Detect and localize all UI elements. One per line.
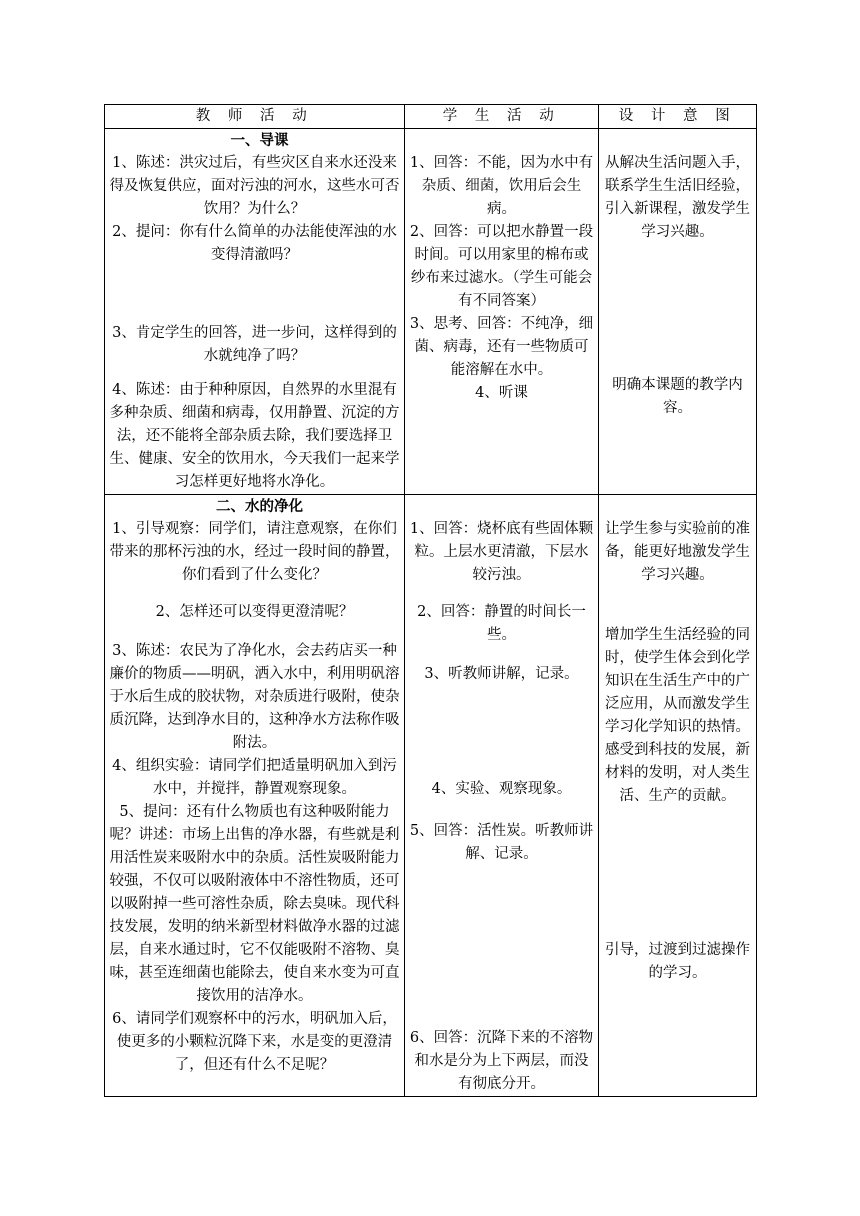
intro-student-item-3: 3、思考、回答：不纯净，细菌、病毒，还有一些物质可能溶解在水中。 [409, 316, 594, 378]
purify-teacher-item-3: 3、陈述：农民为了净化水，会去药店买一种廉价的物质——明矾，洒入水中，利用明矾溶于水后生成的胶状物，对杂质进行吸附，使杂质沉降，达到净水目的，这种净水方法称作吸附法。 [109, 643, 400, 751]
section-row-purification [105, 495, 757, 1097]
intro-teacher-item-1: 1、陈述：洪灾过后，有些灾区自来水还没来得及恢复供应，面对污浊的河水，这些水可否饮用？为什么？ [109, 155, 400, 217]
purify-design-item-1: 让学生参与实验前的准备，能更好地激发学生学习兴趣。 [605, 521, 750, 583]
purify-teacher-item-6: 6、请同学们观察杯中的污水，明矾加入后，使更多的小颗粒沉降下来，水是变的更澄清了，但还有什么不足呢？ [112, 1011, 397, 1073]
purify-student-cell [405, 495, 599, 1097]
intro-student-cell [405, 129, 599, 495]
intro-student-item-4: 4、听课 [475, 385, 528, 401]
header-teacher-activity: 教 师 活 动 [105, 105, 405, 129]
purify-teacher-item-1: 1、引导观察：同学们，请注意观察，在你们带来的那杯污浊的水，经过一段时间的静置，你们看到了什么变化？ [109, 521, 400, 583]
intro-teacher-item-2: 2、提问：你有什么简单的办法能使浑浊的水变得清澈吗？ [112, 224, 397, 263]
table-header-row [105, 105, 757, 129]
purify-student-item-6: 6、回答：沉降下来的不溶物和水是分为上下两层，而没有彻底分开。 [409, 1030, 594, 1092]
purify-teacher-cell [105, 495, 405, 1097]
header-student-activity: 学 生 活 动 [405, 105, 599, 129]
lesson-plan-table [104, 104, 757, 1097]
header-design-intent: 设 计 意 图 [599, 105, 757, 129]
intro-teacher-item-4: 4、陈述：由于种种原因，自然界的水里混有多种杂质、细菌和病毒，仅用静置、沉淀的方法，还不能将全部杂质去除，我们要选择卫生、健康、安全的饮用水，今天我们一起来学习怎样更好地将水净化。 [109, 382, 400, 490]
purify-student-item-5: 5、回答：活性炭。听教师讲解、记录。 [409, 823, 594, 862]
purify-student-item-2: 2、回答：静置的时间长一些。 [417, 604, 586, 643]
purify-teacher-item-5: 5、提问：还有什么物质也有这种吸附能力呢？讲述：市场上出售的净水器，有些就是利用活性炭来吸附水中的杂质。活性炭吸附能力较强，不仅可以吸附液体中不溶性物质，还可以吸附掉一些可溶性杂质，除去臭味。现代科技发展，发明的纳米新型材料做净水器的过滤层，自来水通过时，它不仅能吸附不溶物、臭味，甚至连细菌也能除去，使自来水变为可直接饮用的洁净水。 [109, 804, 400, 1004]
intro-design-item-2: 明确本课题的教学内容。 [612, 377, 743, 416]
purify-teacher-item-4: 4、组织实验：请同学们把适量明矾加入到污水中，并搅拌，静置观察现象。 [112, 758, 397, 797]
purify-student-item-3: 3、听教师讲解，记录。 [424, 666, 579, 682]
section-title-purification: 二、水的净化 [216, 498, 303, 515]
purify-student-item-4: 4、实验、观察现象。 [431, 781, 572, 797]
purify-teacher-item-2: 2、怎样还可以变得更澄清呢？ [155, 604, 354, 620]
intro-design-cell [599, 129, 757, 495]
purify-student-item-1: 1、回答：烧杯底有些固体颗粒。上层水更清澈，下层水较污浊。 [409, 521, 594, 583]
purify-design-cell [599, 495, 757, 1097]
intro-teacher-item-3: 3、肯定学生的回答，进一步问，这样得到的水就纯净了吗？ [112, 325, 397, 364]
section-row-intro [105, 129, 757, 495]
intro-design-item-1: 从解决生活问题入手，联系学生生活旧经验，引入新课程，激发学生学习兴趣。 [605, 155, 750, 240]
intro-teacher-cell [105, 129, 405, 495]
section-title-intro: 一、导课 [230, 132, 289, 149]
document-page [104, 104, 757, 1097]
purify-design-item-3: 感受到科技的发展，新材料的发明，对人类生活、生产的贡献。 [605, 742, 750, 804]
intro-student-item-2: 2、回答：可以把水静置一段时间。可以用家里的棉布或纱布来过滤水。（学生可能会有不同答案） [409, 224, 594, 309]
purify-design-item-4: 引导，过渡到过滤操作的学习。 [605, 942, 750, 981]
intro-student-item-1: 1、回答：不能，因为水中有杂质、细菌，饮用后会生病。 [409, 155, 594, 217]
purify-design-item-2: 增加学生生活经验的同时，使学生体会到化学知识在生活生产中的广泛应用，从而激发学生学习化学知识的热情。 [605, 627, 750, 735]
